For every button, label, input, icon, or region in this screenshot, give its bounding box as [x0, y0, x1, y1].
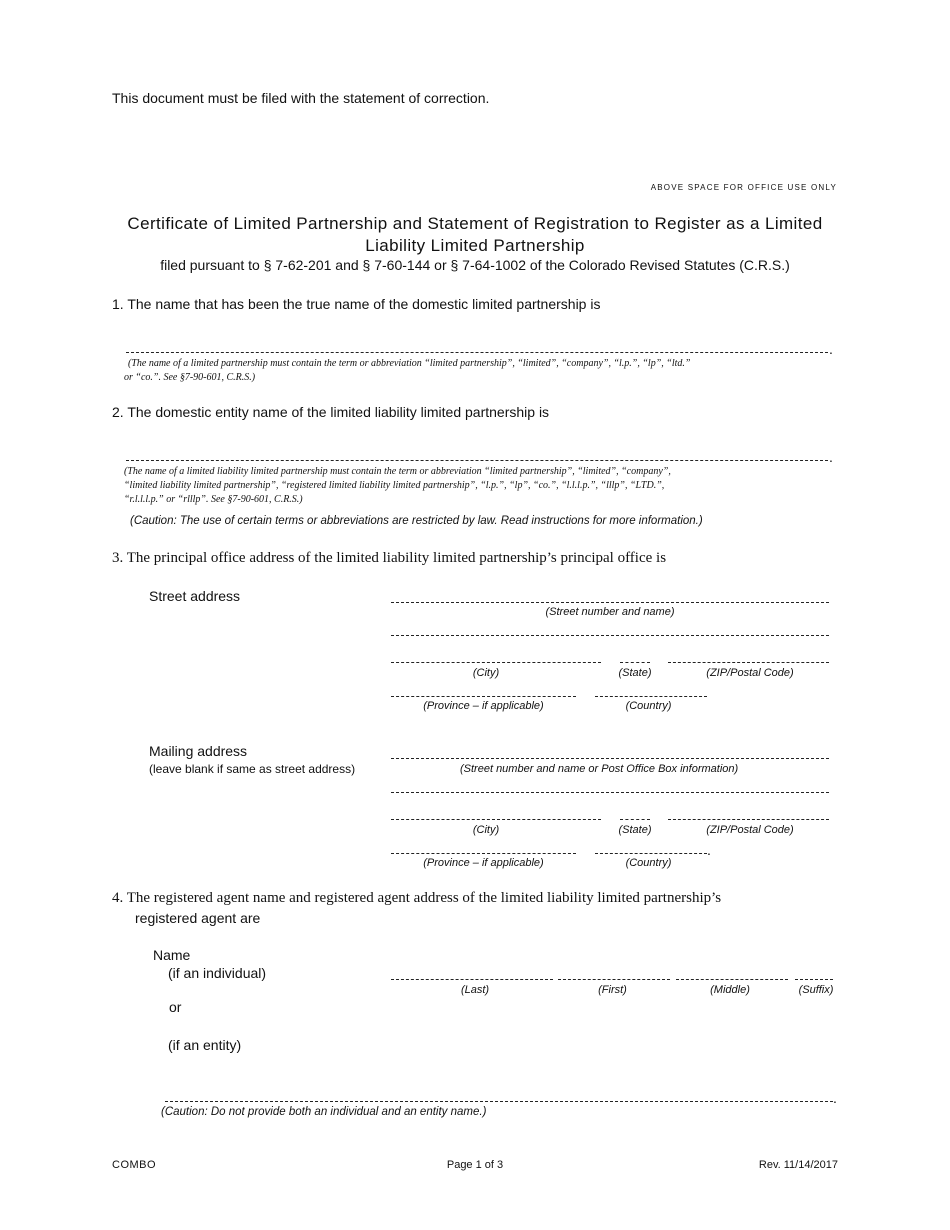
office-use-label: ABOVE SPACE FOR OFFICE USE ONLY	[650, 183, 837, 192]
footer-revision: Rev. 11/14/2017	[758, 1159, 838, 1171]
section4-caution: (Caution: Do not provide both an individual and an entity name.)	[161, 1106, 487, 1118]
field-end-dot: .	[829, 341, 833, 357]
lllp-name-field[interactable]	[126, 460, 828, 461]
agent-middle-field[interactable]	[676, 979, 788, 980]
field-end-dot: .	[833, 1090, 837, 1106]
agent-or-label: or	[169, 999, 182, 1015]
agent-last-label: (Last)	[460, 984, 490, 996]
mailing-hint: (Street number and name or Post Office Box information)	[460, 763, 739, 775]
footer-page-number: Page 1 of 3	[446, 1159, 504, 1171]
street-hint: (Street number and name)	[545, 606, 675, 618]
agent-first-label: (First)	[598, 984, 627, 996]
mailing-address-sublabel: (leave blank if same as street address)	[149, 762, 356, 776]
street-country-label: (Country)	[625, 700, 672, 712]
street-country-field[interactable]	[595, 696, 707, 697]
section2-note-line2: “limited liability limited partnership”, “registered limited liability limited partnership”, “l.p.”, “lp”, “co.”, “l.l.l.p.”, “lllp”, “LTD.”,	[124, 480, 665, 491]
mailing-state-label: (State)	[618, 824, 652, 836]
agent-last-field[interactable]	[391, 979, 553, 980]
mailing-address-label: Mailing address	[149, 743, 248, 759]
mailing-zip-field[interactable]	[668, 819, 829, 820]
street-line1-field[interactable]	[391, 602, 829, 603]
mailing-province-label: (Province – if applicable)	[423, 857, 544, 869]
mailing-city-field[interactable]	[391, 819, 601, 820]
form-title-line2: Liability Limited Partnership	[365, 236, 585, 255]
section2-note-line3: “r.l.l.l.p.” or “rlllp”. See §7-90-601, C.R.S.)	[124, 494, 303, 505]
partnership-name-field[interactable]	[126, 352, 828, 353]
agent-suffix-label: (Suffix)	[798, 984, 834, 996]
mailing-state-field[interactable]	[620, 819, 650, 820]
agent-individual-label: (if an individual)	[168, 965, 267, 981]
footer-form-code: COMBO	[112, 1159, 157, 1171]
form-subtitle: filed pursuant to § 7-62-201 and § 7-60-144 or § 7-64-1002 of the Colorado Revised Statutes (C.R.S.)	[160, 257, 790, 273]
agent-suffix-field[interactable]	[795, 979, 833, 980]
agent-entity-label: (if an entity)	[168, 1037, 242, 1053]
filing-note: This document must be filed with the statement of correction.	[112, 90, 490, 106]
section4-text-line1: 4. The registered agent name and registered agent address of the limited liability limited partnership’s	[112, 890, 722, 906]
mailing-city-label: (City)	[472, 824, 500, 836]
street-city-field[interactable]	[391, 662, 601, 663]
mailing-country-field[interactable]	[595, 853, 707, 854]
mailing-province-field[interactable]	[391, 853, 576, 854]
agent-first-field[interactable]	[558, 979, 670, 980]
field-end-dot: .	[707, 842, 711, 858]
section3-text: 3. The principal office address of the limited liability limited partnership’s principal office is	[112, 550, 667, 566]
mailing-line1-field[interactable]	[391, 758, 829, 759]
field-end-dot: .	[829, 449, 833, 465]
section1-note-line2: or “co.”. See §7-90-601, C.R.S.)	[124, 372, 256, 383]
agent-entity-field[interactable]	[165, 1101, 833, 1102]
section4-text-line2: registered agent are	[135, 910, 261, 926]
street-line2-field[interactable]	[391, 635, 829, 636]
section2-caution: (Caution: The use of certain terms or abbreviations are restricted by law. Read instructions for more information.)	[130, 515, 703, 527]
street-state-label: (State)	[618, 667, 652, 679]
agent-middle-label: (Middle)	[710, 984, 750, 996]
mailing-line2-field[interactable]	[391, 792, 829, 793]
mailing-country-label: (Country)	[625, 857, 672, 869]
street-province-label: (Province – if applicable)	[423, 700, 544, 712]
street-province-field[interactable]	[391, 696, 576, 697]
form-title-line1: Certificate of Limited Partnership and Statement of Registration to Register as a Limited	[127, 214, 823, 233]
street-state-field[interactable]	[620, 662, 650, 663]
section1-text: 1. The name that has been the true name of the domestic limited partnership is	[112, 296, 601, 312]
street-zip-field[interactable]	[668, 662, 829, 663]
agent-name-label: Name	[153, 947, 191, 963]
street-address-label: Street address	[149, 588, 241, 604]
section2-text: 2. The domestic entity name of the limited liability limited partnership is	[112, 404, 550, 420]
street-city-label: (City)	[472, 667, 500, 679]
section2-note-line1: (The name of a limited liability limited partnership must contain the term or abbreviation “limited partnership”, “limited”, “company”,	[124, 466, 671, 477]
street-zip-label: (ZIP/Postal Code)	[706, 667, 794, 679]
mailing-zip-label: (ZIP/Postal Code)	[706, 824, 794, 836]
section1-note-line1: (The name of a limited partnership must contain the term or abbreviation “limited partnership”, “limited”, “company”, “l.p.”, “lp”, “ltd.”	[128, 358, 691, 369]
